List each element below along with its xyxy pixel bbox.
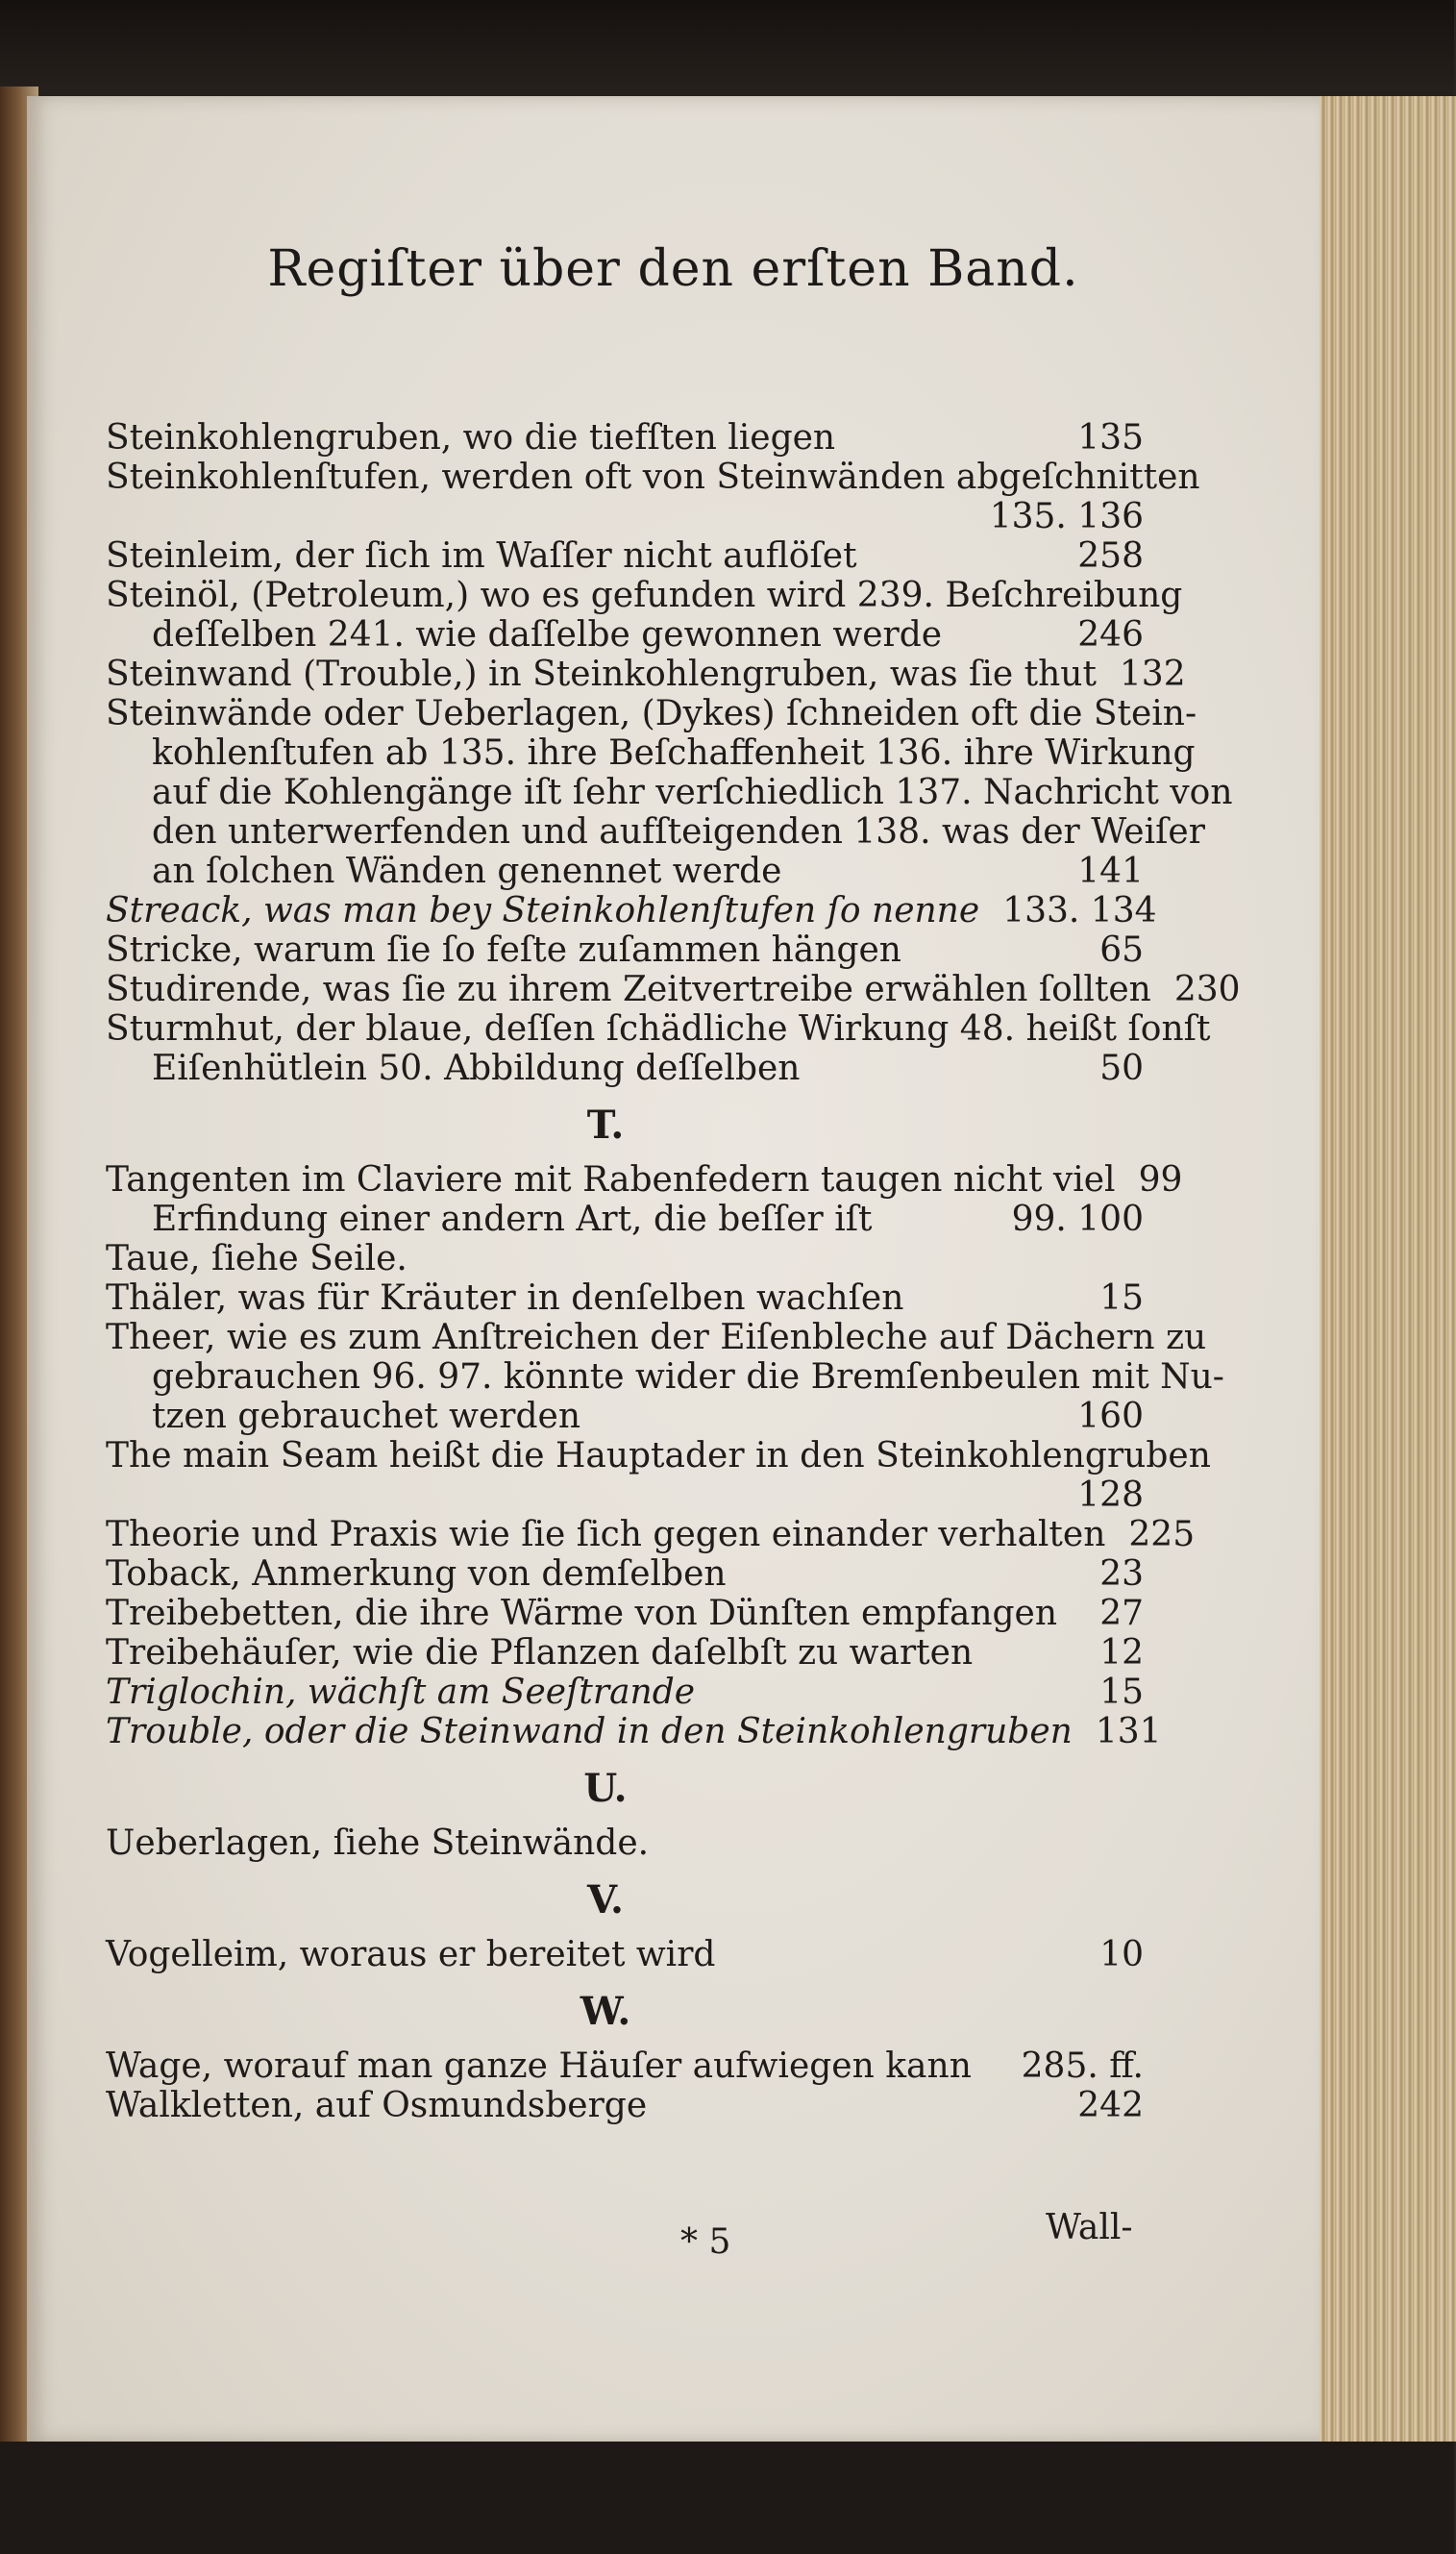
section-heading-t: T. [586, 1103, 625, 1148]
catchword: Wall- [1046, 2208, 1133, 2247]
index-entry-continuation: den unterwerfenden und aufſteigenden 138. was der Weiſer [152, 812, 1205, 852]
index-entry: Thäler, was für Kräuter in denſelben wachſen 15 [106, 1278, 1144, 1318]
index-entry: Steinöl, (Petroleum,) wo es gefunden wird 239. Beſchreibung [106, 576, 1183, 615]
index-entry: The main Seam heißt die Hauptader in den Steinkohlengruben [106, 1436, 1211, 1475]
index-entry: Walkletten, auf Osmundsberge 242 [106, 2086, 1144, 2125]
index-entry: Steinkohlenſtufen, werden oft von Steinwänden abgeſchnitten [106, 458, 1200, 497]
index-entry-continuation: gebrauchen 96. 97. könnte wider die Bremſenbeulen mit Nu- [152, 1357, 1224, 1397]
index-entry: Treibehäuſer, wie die Pflanzen daſelbſt zu warten 12 [106, 1633, 1144, 1673]
page-reference: 135. 136 [989, 497, 1144, 536]
index-entry-continuation: Eiſenhütlein 50. Abbildung deſſelben 50 [152, 1049, 1144, 1088]
section-heading-v: V. [587, 1877, 624, 1922]
page-header: Regiſter über den erſten Band. [267, 240, 1079, 298]
section-heading-u: U. [583, 1766, 628, 1811]
index-entry: Ueberlagen, ſiehe Steinwände. [106, 1823, 650, 1863]
signature-mark: * 5 [680, 2222, 731, 2262]
index-entry: Toback, Anmerkung von demſelben 23 [106, 1554, 1144, 1594]
section-heading-w: W. [580, 1989, 631, 2034]
background-bottom [0, 2442, 1454, 2554]
index-entry: Studirende, was ſie zu ihrem Zeitvertreibe erwählen ſollten 230 [106, 970, 1241, 1009]
index-entry: Taue, ſiehe Seile. [106, 1239, 407, 1278]
index-entry: Treibebetten, die ihre Wärme von Dünſten empfangen 27 [106, 1594, 1144, 1633]
index-entry: Theer, wie es zum Anſtreichen der Eiſenbleche auf Dächern zu [106, 1318, 1207, 1357]
index-entry: Steinleim, der ſich im Waſſer nicht auflöſet 258 [106, 536, 1144, 576]
index-entry-continuation: an ſolchen Wänden genennet werde 141 [152, 852, 1144, 891]
page-edges [1307, 96, 1456, 2442]
index-entry: Sturmhut, der blaue, deſſen ſchädliche Wirkung 48. heißt ſonſt [106, 1009, 1211, 1049]
index-entry: Steinwände oder Ueberlagen, (Dykes) ſchneiden oft die Stein- [106, 694, 1197, 733]
index-entries [106, 418, 1241, 2125]
index-entry-continuation: deſſelben 241. wie daſſelbe gewonnen werde 246 [152, 615, 1144, 655]
index-entry: Steinwand (Trouble,) in Steinkohlengruben, was ſie thut 132 [106, 655, 1186, 694]
index-entry-continuation: Erfindung einer andern Art, die beſſer iſt 99. 100 [152, 1200, 1144, 1239]
page-reference: 128 [1077, 1475, 1144, 1515]
index-entry-continuation: tzen gebrauchet werden 160 [152, 1397, 1144, 1436]
index-entry: Streack, was man bey Steinkohlenſtufen ſo nenne 133. 134 [106, 891, 1157, 930]
index-entry-continuation: kohlenſtufen ab 135. ihre Beſchaffenheit 136. ihre Wirkung [152, 733, 1196, 773]
index-entry: Triglochin, wächſt am Seeſtrande 15 [106, 1673, 1144, 1712]
book-page [27, 96, 1320, 2442]
index-entry: Stricke, warum ſie ſo feſte zuſammen hängen 65 [106, 930, 1144, 970]
index-entry: Trouble, oder die Steinwand in den Steinkohlengruben 131 [106, 1712, 1162, 1751]
index-entry-continuation: auf die Kohlengänge iſt ſehr verſchiedlich 137. Nachricht von [152, 773, 1233, 812]
index-entry: Theorie und Praxis wie ſie ſich gegen einander verhalten 225 [106, 1515, 1196, 1554]
index-entry: Vogelleim, woraus er bereitet wird 10 [106, 1935, 1144, 1974]
index-entry: Wage, worauf man ganze Häuſer aufwiegen kann 285. ff. [106, 2046, 1144, 2086]
index-entry: Tangenten im Claviere mit Rabenfedern taugen nicht viel 99 [106, 1160, 1183, 1200]
index-entry: Steinkohlengruben, wo die tiefſten liegen 135 [106, 418, 1144, 458]
